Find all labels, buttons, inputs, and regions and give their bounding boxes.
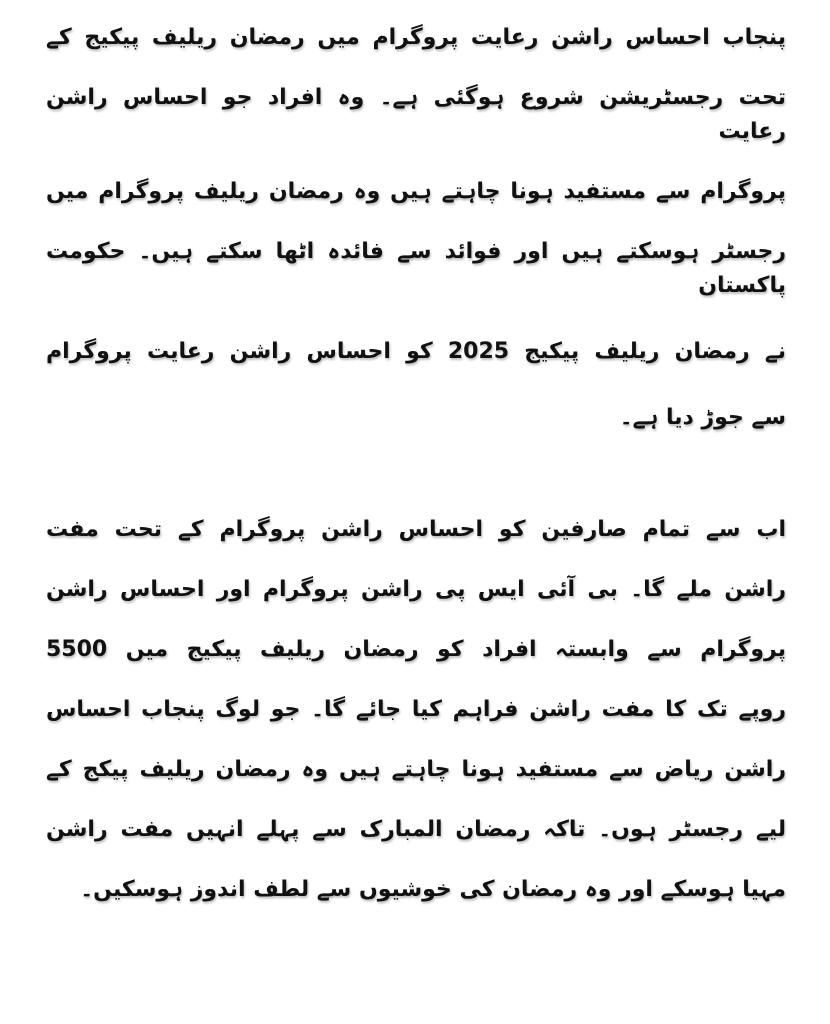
text-line: پروگرام سے وابستہ افراد کو رمضان ریلیف پیکیج میں 5500: [46, 637, 786, 662]
text-line: اب سے تمام صارفین کو احساس راشن پروگرام کے تحت مفت: [46, 517, 786, 542]
text-line: راشن ریاض سے مستفید ہونا چاہتے ہیں وہ رمضان ریلیف پیکج کے: [46, 757, 786, 782]
paragraph-free-ration: [46, 500, 786, 920]
text-line: تحت رجسٹریشن شروع ہوگئی ہے۔ وہ افراد جو احساس راشن رعایت: [46, 85, 786, 144]
text-line: پروگرام سے مستفید ہونا چاہتے ہیں وہ رمضان ریلیف پروگرام میں: [46, 179, 786, 204]
text-line: نے رمضان ریلیف پیکیج 2025 کو احساس راشن رعایت پروگرام: [46, 339, 786, 364]
text-line: سے جوڑ دیا ہے۔: [619, 405, 786, 430]
text-line: روپے تک کا مفت راشن فراہم کیا جائے گا۔ جو لوگ پنجاب احساس: [46, 697, 786, 722]
text-line: رجسٹر ہوسکتے ہیں اور فوائد سے فائدہ اٹھا سکتے ہیں۔ حکومت پاکستان: [46, 239, 786, 298]
text-line: پنجاب احساس راشن رعایت پروگرام میں رمضان ریلیف پیکیج کے: [46, 25, 786, 50]
text-line: لیے رجسٹر ہوں۔ تاکہ رمضان المبارک سے پہلے انہیں مفت راشن: [46, 817, 786, 842]
text-line: راشن ملے گا۔ بی آئی ایس پی راشن پروگرام اور احساس راشن: [46, 577, 786, 602]
text-line: مہیا ہوسکے اور وہ رمضان کی خوشیوں سے لطف اندوز ہوسکیں۔: [80, 877, 786, 902]
paragraph-registration: [46, 8, 786, 448]
